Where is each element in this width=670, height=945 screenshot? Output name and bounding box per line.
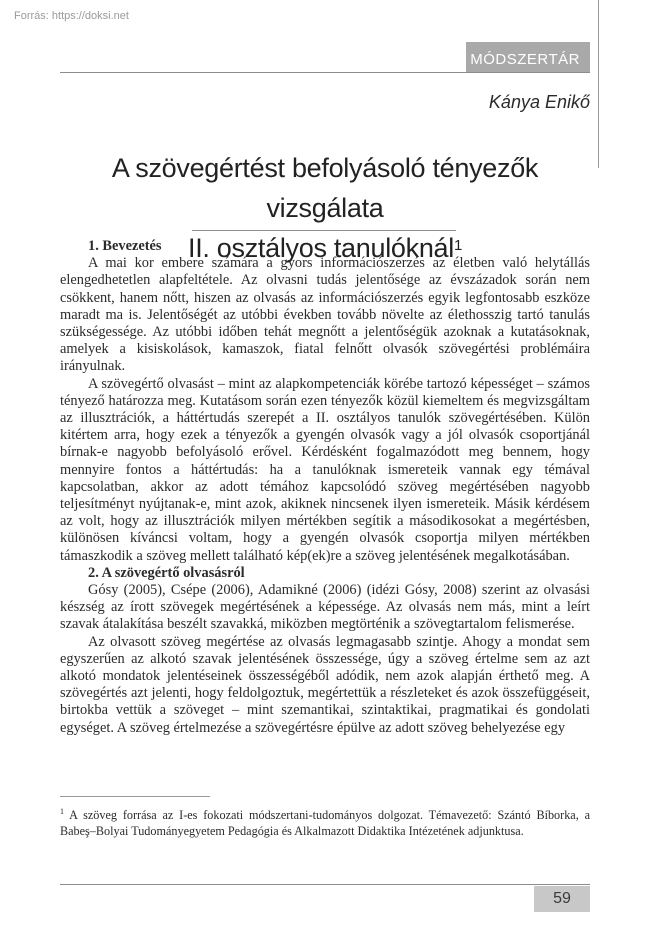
title-line-1: A szövegértést befolyásoló tényezők vizsgálata: [111, 153, 539, 223]
title-rule: [192, 230, 456, 231]
source-label: Forrás: https://doksi.net: [14, 10, 129, 22]
paragraph: A mai kor embere számára a gyors információszerzés az életben való helytállás elengedhetetlen alapfeltétele. Az olvasni tudás jelentősége az évszázadok során nem csökkent, hanem nőtt, hiszen az olvasás az információszerzés egyik legfontosabb eszköze maradt ma is. Jelentőségét az utóbbi években tovább növelte az élethosszig tartó tanulás szükségessége. Az utóbbi időben tehát megnőtt a jelentőségük azoknak a kutatásoknak, amelyek a kisiskolások, kamaszok, fiatal felnőtt olvasók szövegértési problémáira irányulnak.: [60, 255, 590, 375]
article-body: [60, 238, 590, 737]
paragraph: Gósy (2005), Csépe (2006), Adamikné (2006) (idézi Gósy, 2008) szerint az olvasási készség az írott szövegek megértésének a képessége. Az olvasás nem más, mint a leírt szavak átalakítása beszélt szavakká, miközben megtörténik a szövegtartalom felismerése.: [60, 582, 590, 633]
footnote-mark: 1: [60, 807, 64, 816]
footnote-rule: [60, 796, 210, 797]
page-number: 59: [534, 886, 590, 912]
header-rule: [60, 72, 590, 73]
section-tab: [466, 42, 590, 72]
author-name: Kánya Enikő: [488, 92, 590, 112]
paragraph: A szövegértő olvasást – mint az alapkompetenciák körébe tartozó képességet – számos tényező határozza meg. Kutatásom során ezen tényezők közül kiemeltem és megvizsgáltam az illusztrációk, a háttértudás szerepét a II. osztályos tanulók szövegértésében. Külön kitértem arra, hogy ezek a tényezők a gyengén olvasók vagy a jól olvasók csoportjánál bírnak-e nagyobb befolyásoló erővel. Kérdésként fogalmazódott meg bennem, hogy mennyire fontos a háttértudás: ha a tanulóknak ismereteik vannak egy témával kapcsolatban, akkor az adott témához kapcsolódó szöveg megértésében nagyobb teljesítményt nyújtanak-e, mint azok, akiknek nincsenek ilyen ismereteik. Másik kérdésem az volt, hogy az illusztrációk milyen mértékben segítik a másodikosokat a megértésben, különösen kíváncsi voltam, hogy a gyengén olvasók csoportja milyen mértékben támaszkodik a szöveg mellett található kép(ek)re a szöveg jelentésének megalkotásában.: [60, 375, 590, 564]
footer-rule: [60, 884, 590, 885]
title-footnote-mark: 1: [453, 237, 462, 254]
paragraph: Az olvasott szöveg megértése az olvasás legmagasabb szintje. Ahogy a mondat sem egyszerűen az alkotó szavak jelentésének összessége, úgy a szöveg értelme sem az azt alkotó mondatok jelentéseinek összességéből adódik, nem azok alapján érthető meg. A szövegértés azt jelenti, hogy feldolgoztuk, megértettük a részleteket és azok összefüggéseit, birtokba vettük a szöveget – mint szemantikai, szintaktikai, pragmatikai és gondolati egységet. A szöveg értelmezése a szövegértésre épülve az adott szöveg behelyezése egy: [60, 633, 590, 736]
footnote: [60, 804, 590, 839]
section-heading-intro: 1. Bevezetés: [88, 238, 162, 254]
section-label: MÓDSZERTÁR: [470, 51, 580, 68]
footnote-text: A szöveg forrása az I-es fokozati módszertani-tudományos dolgozat. Témavezető: Szántó Bíborka, a Babeş–Bolyai Tudományegyetem Pedagógia és Alkalmazott Didaktika Intézetének adjunktusa.: [60, 808, 591, 839]
section-heading-reading: 2. A szövegértő olvasásról: [88, 564, 245, 581]
title-line-2-text: II. osztályos tanulóknál: [188, 233, 454, 263]
margin-line: [598, 0, 599, 168]
